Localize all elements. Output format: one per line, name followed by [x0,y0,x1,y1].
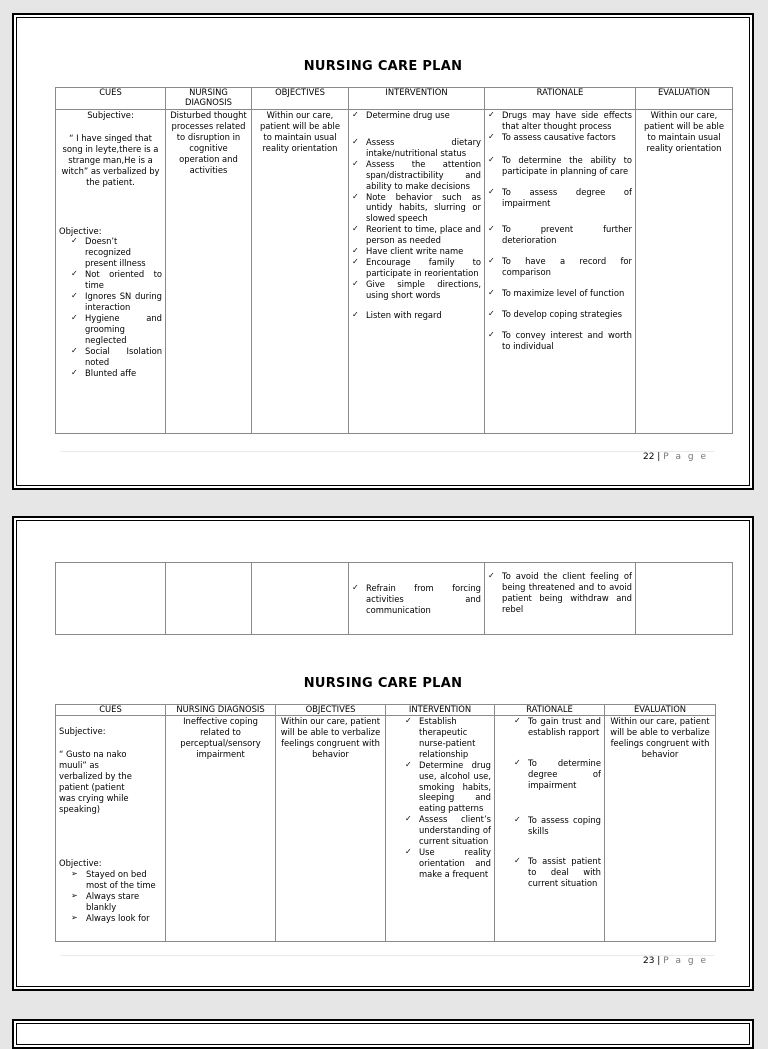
rationale-cell [485,563,636,635]
page-number-separator: | [657,956,661,966]
list-item: ➢ Always stare blankly [71,891,162,913]
list-item: ✓ To assess coping skills [514,815,601,837]
cues-cell [56,563,166,635]
intervention-list [352,583,481,616]
evaluation-cell: Within our care, patient will be able to verbalize feelings congruent with behavior [605,716,716,942]
subjective-text: “ I have singed that song in leyte,there is a strange man,He is a witch” as verbalized by the patient. [61,132,160,187]
subjective-label: Subjective: [87,110,134,120]
care-plan-continuation-table [55,562,733,635]
header-objectives: OBJECTIVES [276,705,386,716]
page-number-value: 23 [642,956,655,966]
header-cues: CUES [56,88,166,110]
list-item: ✓ Refrain from forcing activities and communication [352,583,481,616]
list-item: ✓ Give simple directions, using short words [352,279,481,301]
list-item: ✓ Use reality orientation and make a frequent [405,847,491,880]
care-plan-table [55,87,733,434]
diagnosis-cell: Disturbed thought processes related to disruption in cognitive operation and activities [166,110,252,434]
list-item: ✓ Determine drug use, alcohol use, smoking habits, sleeping and eating patterns [405,760,491,815]
footer-divider [60,451,714,452]
header-intervention: INTERVENTION [386,705,495,716]
cues-cell [56,110,166,434]
list-item: ✓ Reorient to time, place and person as needed [352,224,481,246]
rationale-list [498,716,601,889]
list-item: ✓ Blunted affe [71,368,162,379]
intervention-list [352,110,481,321]
objective-label: Objective: [59,225,102,236]
objectives-cell [252,563,349,635]
list-item: ✓ Determine drug use [352,110,481,121]
list-item: ✓ Drugs may have side effects that alter thought process [488,110,632,132]
list-item: ✓ Note behavior such as untidy habits, slurring or slowed speech [352,192,481,225]
page-title: NURSING CARE PLAN [303,59,463,74]
page-number [643,452,708,462]
page-number [643,956,708,966]
header-intervention: INTERVENTION [349,88,485,110]
diagnosis-cell: Ineffective coping related to perceptual/sensory impairment [166,716,276,942]
list-item: ✓ To prevent further deterioration [488,224,632,246]
header-evaluation: EVALUATION [636,88,733,110]
page-title: NURSING CARE PLAN [303,676,463,691]
intervention-cell [386,716,495,942]
intervention-cell [349,563,485,635]
page-number-separator: | [657,452,661,462]
table-row [56,563,733,635]
evaluation-cell [636,563,733,635]
rationale-list [488,110,632,352]
footer-divider [60,955,714,956]
list-item: ✓ Doesn’t recognized present illness [71,236,162,269]
objectives-cell: Within our care, patient will be able to maintain usual reality orientation [252,110,349,434]
header-rationale: RATIONALE [495,705,605,716]
rationale-cell [495,716,605,942]
table-header-row [56,705,716,716]
objectives-cell: Within our care, patient will be able to verbalize feelings congruent with behavior [276,716,386,942]
list-item: ✓ To assist patient to deal with current situation [514,856,601,889]
list-item: ✓ Not oriented to time [71,269,162,291]
intervention-list [389,716,491,880]
list-item: ✓ Social Isolation noted [71,346,162,368]
list-item: ✓ To gain trust and establish rapport [514,716,601,738]
evaluation-cell: Within our care, patient will be able to maintain usual reality orientation [636,110,733,434]
header-nursing-diagnosis: NURSING DIAGNOSIS [166,88,252,110]
cues-cell [56,716,166,942]
document-page-23 [12,516,754,991]
document-page-22 [12,13,754,490]
header-cues: CUES [56,705,166,716]
list-item: ✓ To assess causative factors [488,132,632,143]
list-item: ✓ Hygiene and grooming neglected [71,313,162,346]
header-objectives: OBJECTIVES [252,88,349,110]
list-item: ✓ To avoid the client feeling of being threatened and to avoid patient being withdraw and rebel [488,571,632,615]
list-item: ✓ Ignores SN during interaction [71,291,162,313]
page-number-value: 22 [642,452,655,462]
list-item: ➢ Stayed on bed most of the time [71,869,162,891]
list-item: ✓ To develop coping strategies [488,309,632,320]
objective-list [59,236,162,378]
list-item: ✓ To have a record for comparison [488,256,632,278]
objective-label: Objective: [59,858,102,869]
list-item: ➢ Always look for [71,913,162,924]
list-item: ✓ Assess the attention span/distractibility and ability to make decisions [352,159,481,192]
list-item: ✓ Assess client’s understanding of current situation [405,814,491,847]
rationale-cell [485,110,636,434]
diagnosis-cell [166,563,252,635]
list-item: ✓ To convey interest and worth to individual [488,330,632,352]
list-item: ✓ Encourage family to participate in reorientation [352,257,481,279]
page-word: P a g e [663,452,708,462]
list-item: ✓ Have client write name [352,246,481,257]
list-item: ✓ To determine the ability to participate in planning of care [488,155,632,177]
rationale-list [488,571,632,615]
list-item: ✓ Assess dietary intake/nutritional status [352,137,481,159]
list-item: ✓ To assess degree of impairment [488,187,632,209]
page-word: P a g e [663,956,708,966]
subjective-label: Subjective: [59,726,106,736]
table-row [56,716,716,942]
header-rationale: RATIONALE [485,88,636,110]
header-nursing-diagnosis: NURSING DIAGNOSIS [166,705,276,716]
objective-list [59,869,162,924]
intervention-cell [349,110,485,434]
table-row [56,110,733,434]
header-evaluation: EVALUATION [605,705,716,716]
list-item: ✓ To maximize level of function [488,288,632,299]
list-item: ✓ To determine degree of impairment [514,758,601,791]
list-item: ✓ Establish therapeutic nurse-patient relationship [405,716,491,760]
table-header-row [56,88,733,110]
care-plan-table [55,704,716,942]
subjective-text: “ Gusto na nako muuli” as verbalized by the patient (patient was crying while speaking) [59,748,132,814]
list-item: ✓ Listen with regard [352,310,481,321]
